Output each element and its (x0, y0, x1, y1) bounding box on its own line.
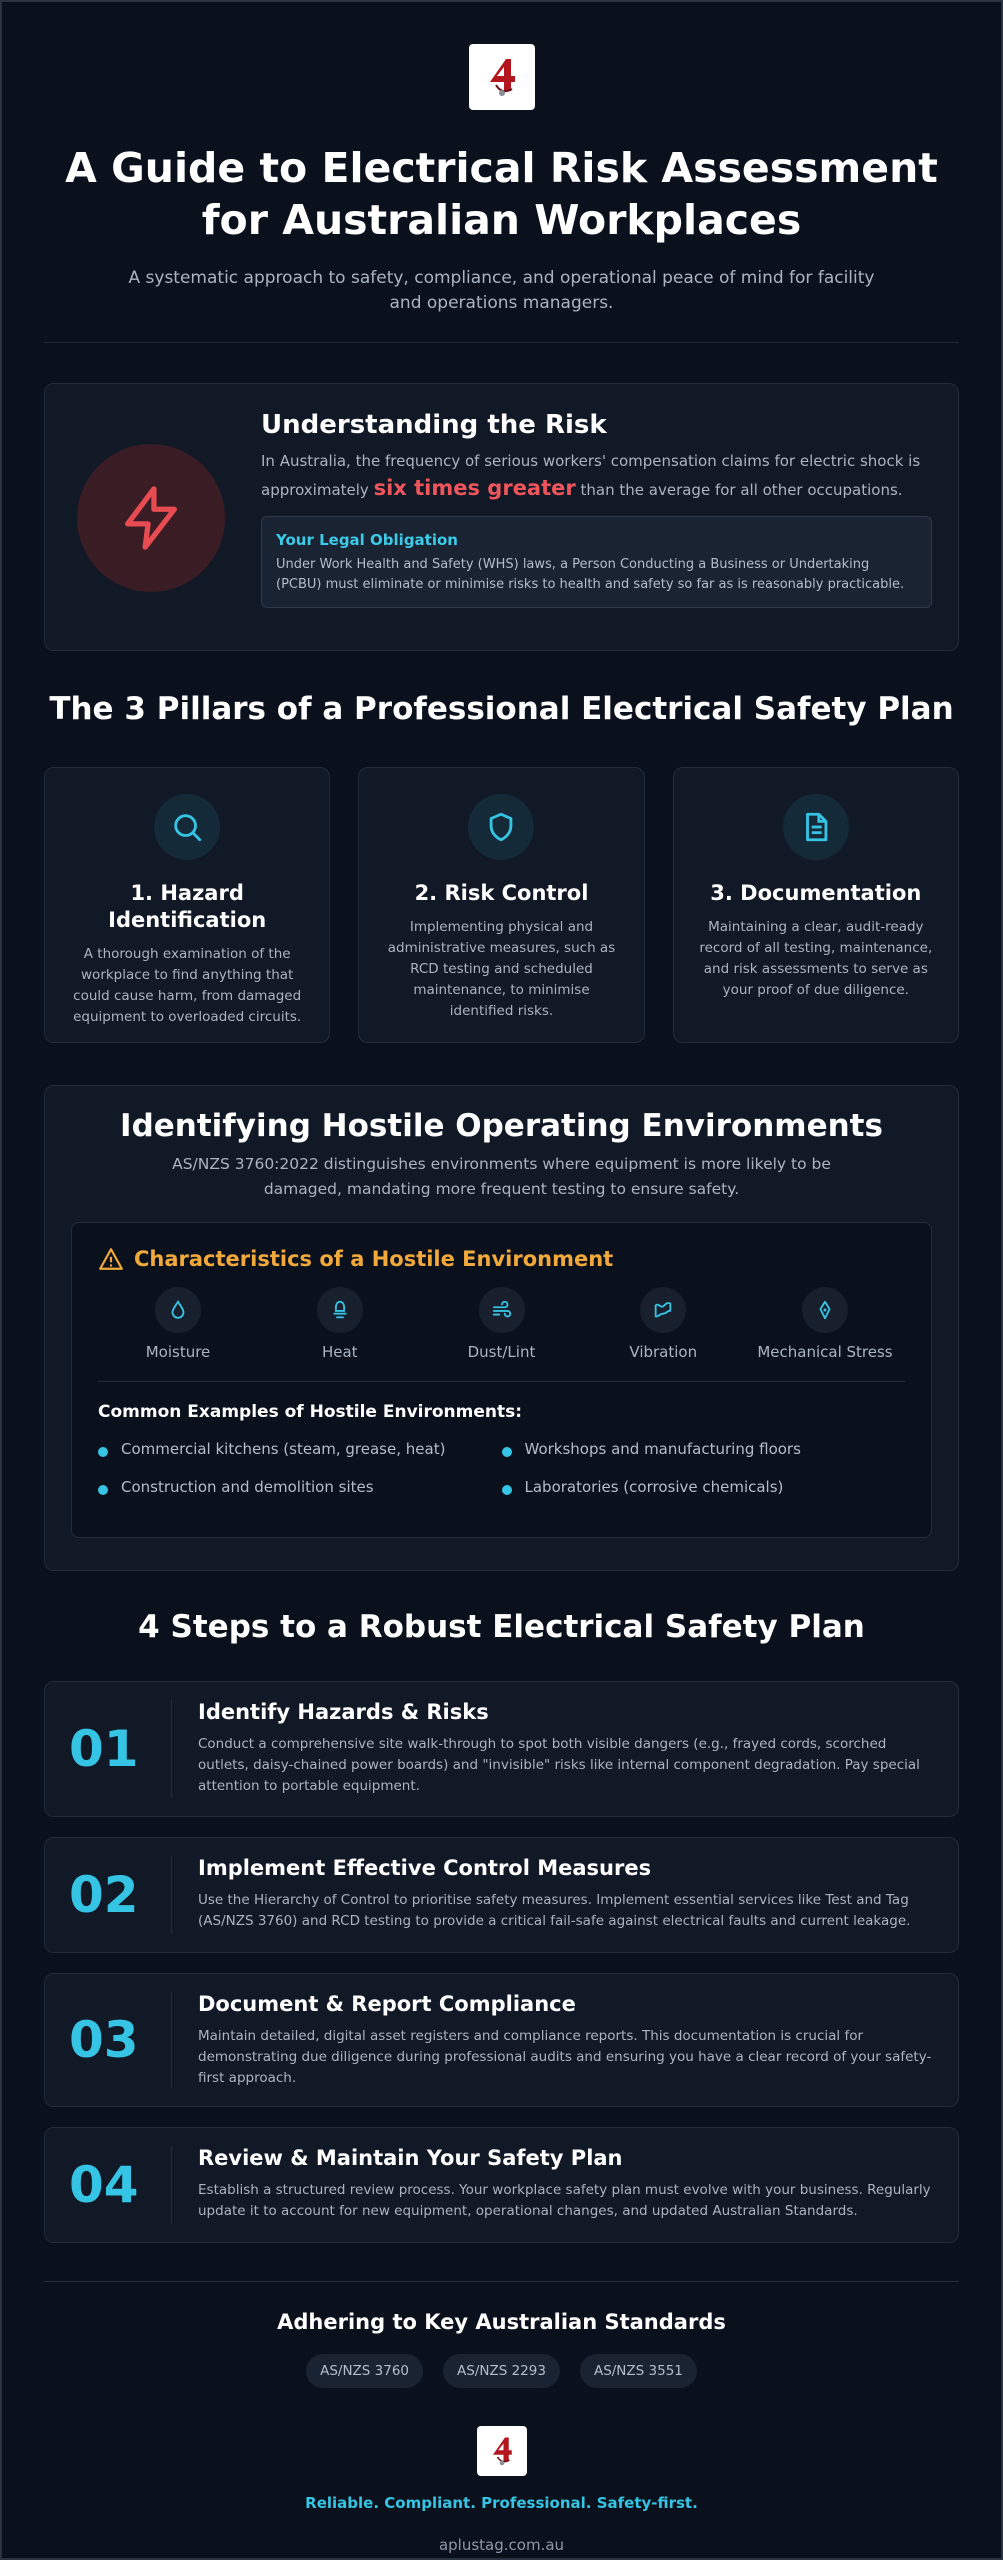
list-item (502, 1478, 906, 1496)
example-text: Construction and demolition sites (121, 1478, 374, 1496)
pillar-card-control (358, 767, 644, 1043)
bullet-dot (502, 1447, 512, 1457)
risk-text-before: In Australia, the frequency of serious workers' compensation claims for electric shock is approximately (261, 452, 921, 499)
risk-title: Understanding the Risk (261, 410, 607, 440)
step-separator (171, 1700, 172, 1798)
step-number: 02 (69, 1866, 139, 1924)
pillar-text: Implementing physical and administrative measures, such as RCD testing and scheduled maintenance, to minimise identified risks. (387, 919, 616, 1019)
step-title: Document & Report Compliance (198, 1992, 576, 2016)
standards-list (44, 2354, 959, 2388)
list-item (98, 1478, 502, 1496)
step-card-3 (44, 1973, 959, 2107)
characteristics-header (98, 1247, 905, 1271)
list-item (502, 1440, 906, 1458)
step-text: Conduct a comprehensive site walk-through to spot both visible dangers (e.g., frayed cords, scorched outlets, daisy-chained power boards) and "invisible" risks like internal component degradation. Pay special attention to portable equipment. (198, 1736, 920, 1794)
characteristic-dust (422, 1287, 582, 1361)
risk-text-after: than the average for all other occupations. (580, 481, 903, 499)
heat-icon (329, 1299, 351, 1321)
bullet-dot (98, 1447, 108, 1457)
legal-obligation-box (261, 516, 932, 608)
risk-highlight: six times greater (373, 476, 576, 500)
characteristic-label: Vibration (629, 1343, 698, 1361)
characteristic-label: Mechanical Stress (757, 1343, 893, 1361)
example-text: Workshops and manufacturing floors (524, 1440, 801, 1458)
footer-logo (477, 2426, 527, 2476)
warning-icon (98, 1247, 124, 1271)
list-item (98, 1440, 502, 1458)
characteristic-icon-circle (317, 1287, 363, 1333)
title-line-2: for Australian Workplaces (201, 196, 802, 244)
pen-tool-icon (814, 1299, 836, 1321)
characteristics-box (71, 1222, 932, 1538)
wind-icon (491, 1299, 513, 1321)
footer-tagline: Reliable. Compliant. Professional. Safety-first. (305, 2494, 698, 2512)
characteristic-vibration (583, 1287, 743, 1361)
shield-icon (484, 810, 518, 844)
pillar-icon-circle (468, 794, 534, 860)
brand-logo (469, 44, 535, 110)
examples-divider (98, 1381, 905, 1382)
legal-title: Your Legal Obligation (276, 531, 458, 549)
examples-title: Common Examples of Hostile Environments: (98, 1402, 523, 1422)
pillar-text: A thorough examination of the workplace to find anything that could cause harm, from damaged equipment to overloaded circuits. (73, 946, 302, 1025)
legal-text: Under Work Health and Safety (WHS) laws, a Person Conducting a Business or Undertaking (PCBU) must eliminate or minimise risks to health and safety so far as is reasonably practicable. (276, 557, 905, 592)
example-text: Commercial kitchens (steam, grease, heat) (121, 1440, 446, 1458)
standards-title: Adhering to Key Australian Standards (277, 2310, 726, 2334)
bullet-dot (502, 1485, 512, 1495)
characteristic-mechanical-stress (745, 1287, 905, 1361)
hostile-card (44, 1085, 959, 1571)
logo-mark-icon (482, 55, 522, 99)
step-title: Implement Effective Control Measures (198, 1856, 652, 1880)
logo-mark-icon (487, 2434, 517, 2468)
pillar-icon-circle (154, 794, 220, 860)
footer-logo-wrap (44, 2426, 959, 2476)
characteristics-row (98, 1287, 905, 1361)
characteristic-heat (260, 1287, 420, 1361)
step-number: 03 (69, 2011, 139, 2069)
risk-text (261, 448, 932, 504)
example-text: Laboratories (corrosive chemicals) (524, 1478, 784, 1496)
page-subtitle: A systematic approach to safety, compliance, and operational peace of mind for facility and operations managers. (128, 268, 875, 313)
characteristics-title: Characteristics of a Hostile Environment (134, 1247, 614, 1271)
pillar-text: Maintaining a clear, audit-ready record of all testing, maintenance, and risk assessments to serve as your proof of due diligence. (699, 919, 933, 998)
step-separator (171, 1856, 172, 1934)
bullet-dot (98, 1485, 108, 1495)
page-title (44, 142, 959, 246)
pillars-title: The 3 Pillars of a Professional Electrical Safety Plan (49, 691, 954, 727)
characteristic-icon-circle (479, 1287, 525, 1333)
risk-content (261, 408, 932, 650)
step-title: Review & Maintain Your Safety Plan (198, 2146, 623, 2170)
document-icon (799, 810, 833, 844)
standard-badge: AS/NZS 3551 (580, 2354, 697, 2388)
step-body (198, 1838, 934, 1952)
standard-badge: AS/NZS 3760 (306, 2354, 423, 2388)
characteristic-label: Heat (321, 1343, 358, 1361)
droplet-icon (167, 1299, 189, 1321)
step-title: Identify Hazards & Risks (198, 1700, 489, 1724)
step-card-1 (44, 1681, 959, 1817)
characteristic-moisture (98, 1287, 258, 1361)
step-number: 04 (69, 2156, 139, 2214)
step-card-2 (44, 1837, 959, 1953)
hostile-title: Identifying Hostile Operating Environments (120, 1108, 883, 1144)
step-separator (171, 2146, 172, 2224)
pillar-title: 1. Hazard Identification (108, 881, 267, 932)
step-card-4 (44, 2127, 959, 2243)
step-body (198, 1974, 934, 2106)
characteristic-icon-circle (155, 1287, 201, 1333)
steps-title: 4 Steps to a Robust Electrical Safety Plan (138, 1609, 865, 1645)
characteristic-icon-circle (640, 1287, 686, 1333)
risk-card (44, 383, 959, 651)
step-separator (171, 1992, 172, 2088)
step-body (198, 1682, 934, 1816)
search-icon (170, 810, 204, 844)
characteristic-label: Moisture (145, 1343, 211, 1361)
header-divider (44, 342, 959, 343)
hostile-subtitle: AS/NZS 3760:2022 distinguishes environments where equipment is more likely to be damaged, mandating more frequent testing to ensure safety. (172, 1155, 831, 1198)
characteristic-label: Dust/Lint (467, 1343, 536, 1361)
step-body (198, 2128, 934, 2242)
pillars-row (44, 767, 959, 1043)
characteristic-icon-circle (802, 1287, 848, 1333)
pillar-icon-circle (783, 794, 849, 860)
step-text: Maintain detailed, digital asset registers and compliance reports. This documentation is crucial for demonstrating due diligence during professional audits and ensuring you have a clear record of your safety-first approach. (198, 2028, 932, 2086)
footer-divider (44, 2281, 959, 2282)
footer-website: aplustag.com.au (438, 2536, 565, 2554)
pillar-card-documentation (673, 767, 959, 1043)
pillar-title: 2. Risk Control (414, 881, 589, 905)
vibration-icon (652, 1299, 674, 1321)
pillar-title: 3. Documentation (710, 881, 922, 905)
step-text: Establish a structured review process. Your workplace safety plan must evolve with your business. Regularly update it to account for new equipment, operational changes, and updated Australian Standards. (198, 2182, 931, 2219)
standard-badge: AS/NZS 2293 (443, 2354, 560, 2388)
step-number: 01 (69, 1720, 139, 1778)
lightning-icon (116, 480, 186, 556)
examples-list (98, 1440, 905, 1496)
step-text: Use the Hierarchy of Control to prioritise safety measures. Implement essential services like Test and Tag (AS/NZS 3760) and RCD testing to provide a critical fail-safe against electrical faults and current leakage. (198, 1892, 911, 1929)
pillar-card-hazard (44, 767, 330, 1043)
title-line-1: A Guide to Electrical Risk Assessment (65, 144, 938, 192)
risk-icon-circle (77, 444, 225, 592)
